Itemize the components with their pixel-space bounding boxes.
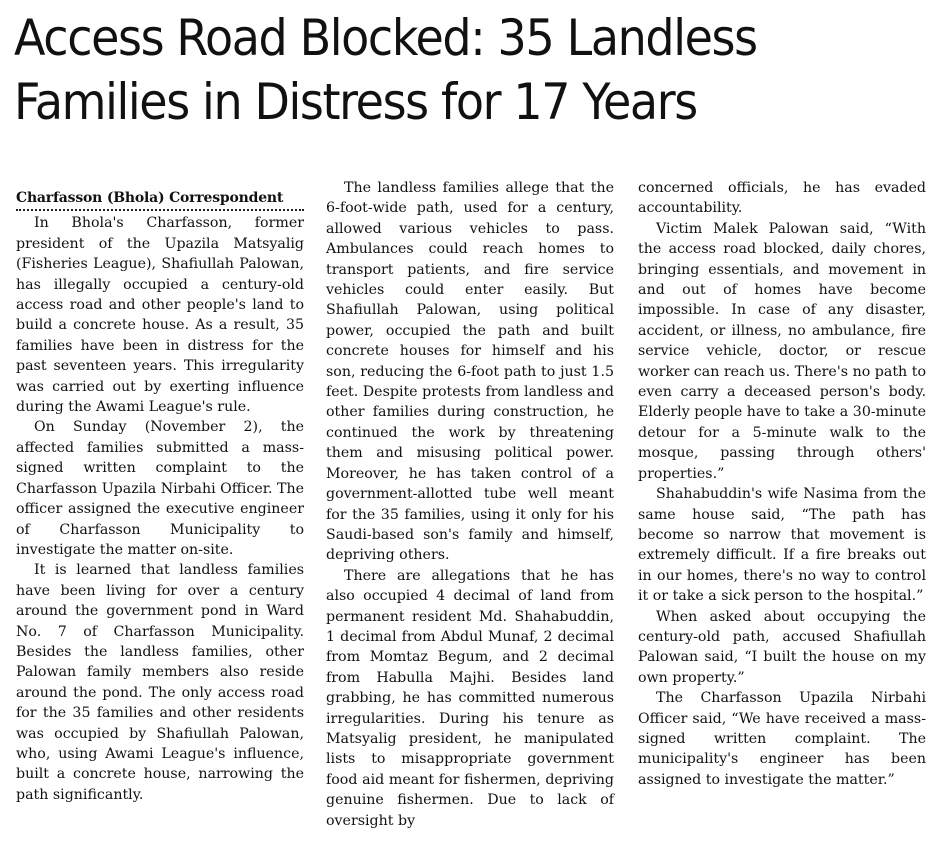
headline-line-2: Families in Distress for 17 Years — [14, 73, 697, 131]
paragraph: The Charfasson Upazila Nirbahi Officer said, “We have received a mass-signed written complaint. The municipality's engineer has been assigned to investigate the matter.” — [638, 690, 926, 788]
paragraph: concerned officials, he has evaded accountability. — [638, 180, 926, 217]
paragraph: The landless families allege that the 6-foot-wide path, used for a century, allowed various vehicles to pass. Ambulances could reach homes to transport patients, and fire service vehicles could enter easily. But Shafiullah Palowan, using political power, occupied the path and built concrete houses for himself and his son, reducing the 6-foot path to just 1.5 feet. Despite protests from landless and other families during construction, he continued the work by threatening them and misusing political power. Moreover, he has taken control of a government-allotted tube well meant for the 35 families, using it only for his Saudi-based son's family and himself, depriving others. — [326, 180, 614, 564]
paragraph: Victim Malek Palowan said, “With the access road blocked, daily chores, bringing essentials, and movement in and out of homes have become impossible. In case of any disaster, accident, or illness, no ambulance, fire service vehicle, doctor, or rescue worker can reach us. There's no path to even carry a deceased person's body. Elderly people have to take a 30-minute detour for a 5-minute walk to the mosque, passing through others' properties.” — [638, 220, 926, 482]
paragraph: Shahabuddin's wife Nasima from the same house said, “The path has become so narrow that movement is extremely difficult. If a fire breaks out in our homes, there's no way to control it or take a sick person to the hospital.” — [638, 486, 926, 605]
paragraph: On Sunday (November 2), the affected families submitted a mass-signed written complaint to the Charfasson Upazila Nirbahi Officer. The officer assigned the executive engineer of Charfasson Municipality to investigate the matter on-site. — [16, 419, 304, 558]
article-column-2 — [326, 178, 614, 831]
paragraph: There are allegations that he has also occupied 4 decimal of land from permanent resident Md. Shahabuddin, 1 decimal from Abdul Munaf, 2 decimal from Momtaz Begum, and 2 decimal from Habulla Majhi. Besides land grabbing, he has committed numerous irregularities. During his tenure as Matsyalig president, he manipulated lists to misappropriate government food aid meant for fishermen, depriving genuine fishermen. Due to lack of oversight by — [326, 567, 614, 829]
paragraph: In Bhola's Charfasson, former president of the Upazila Matsyalig (Fisheries League), Shafiullah Palowan, has illegally occupied a century-old access road and other people's land to build a concrete house. As a result, 35 families have been in distress for the past seventeen years. This irregularity was carried out by exerting influence during the Awami League's rule. — [16, 215, 304, 416]
paragraph: It is learned that landless families have been living for over a century around the government pond in Ward No. 7 of Charfasson Municipality. Besides the landless families, other Palowan family members also reside around the pond. The only access road for the 35 families and other residents was occupied by Shafiullah Palowan, who, using Awami League's influence, built a concrete house, narrowing the path significantly. — [16, 562, 304, 803]
byline: Charfasson (Bhola) Correspondent — [16, 188, 304, 211]
paragraph: When asked about occupying the century-old path, accused Shafiullah Palowan said, “I built the house on my own property.” — [638, 608, 926, 686]
article-column-3 — [638, 178, 926, 790]
headline — [14, 6, 851, 134]
headline-line-1: Access Road Blocked: 35 Landless — [14, 9, 757, 67]
article-column-1 — [16, 188, 304, 805]
